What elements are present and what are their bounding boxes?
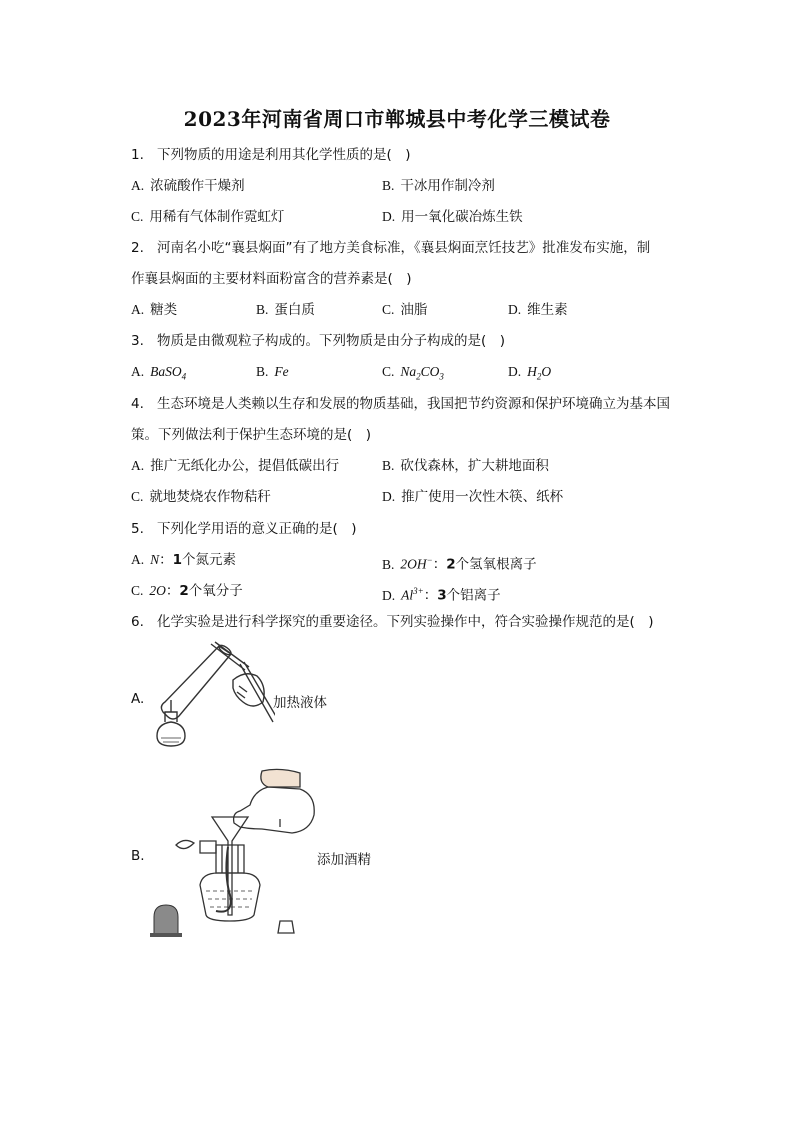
q3-option-b: B. Fe xyxy=(256,364,289,379)
question-6-stem: 6. 化学实验是进行科学探究的重要途径。下列实验操作中，符合实验操作规范的是( ) xyxy=(131,614,654,630)
question-4-stem-line2: 策。下列做法利于保护生态环境的是( ) xyxy=(131,427,372,443)
q2-option-a: A. 糖类 xyxy=(131,302,178,318)
page-title: 2023年河南省周口市郸城县中考化学三模试卷 xyxy=(183,107,611,131)
q4-option-c: C. 就地焚烧农作物秸秆 xyxy=(131,489,271,505)
heating-liquid-illustration xyxy=(145,640,275,750)
question-2-stem-line1: 2. 河南名小吃“襄县焖面”有了地方美食标准，《襄县焖面烹饪技艺》批准发布实施，制 xyxy=(131,240,651,256)
question-1-stem: 1. 下列物质的用途是利用其化学性质的是( ) xyxy=(131,147,411,163)
q2-option-b: B. 蛋白质 xyxy=(256,302,315,318)
q1-option-d: D. 用一氧化碳冶炼生铁 xyxy=(382,209,523,225)
question-4-stem-line1: 4. 生态环境是人类赖以生存和发展的物质基础，我国把节约资源和保护环境确立为基本国 xyxy=(131,396,670,412)
q5-option-b: B. 2OH−：2个氢氧根离子 xyxy=(382,555,537,573)
q1-option-c: C. 用稀有气体制作霓虹灯 xyxy=(131,209,285,225)
q3-option-c: C. $Na_2CO_3$ xyxy=(382,364,444,382)
q3-option-d: D. $H_2O$ xyxy=(508,364,552,382)
q4-option-d: D. 推广使用一次性木筷、纸杯 xyxy=(382,489,564,505)
q2-option-d: D. 维生素 xyxy=(508,302,568,318)
q6-option-b-label: B. xyxy=(131,848,145,864)
q3-option-a: A. BaSO$_4$ xyxy=(131,364,187,382)
adding-alcohol-illustration xyxy=(150,765,325,940)
question-2-stem-line2: 作襄县焖面的主要材料面粉富含的营养素是( ) xyxy=(131,271,412,287)
q4-option-b: B. 砍伐森林，扩大耕地面积 xyxy=(382,458,549,474)
q1-option-a: A. 浓硫酸作干燥剂 xyxy=(131,178,245,194)
question-3-stem: 3. 物质是由微观粒子构成的。下列物质是由分子构成的是( ) xyxy=(131,333,506,349)
q5-option-c: C. 2O：2个氧分子 xyxy=(131,583,243,599)
q1-option-b: B. 干冰用作制冷剂 xyxy=(382,178,495,194)
q4-option-a: A. 推广无纸化办公，提倡低碳出行 xyxy=(131,458,340,474)
q5-option-a: A. N：1个氮元素 xyxy=(131,552,237,568)
q6-option-a-label: A. xyxy=(131,691,145,707)
q2-option-c: C. 油脂 xyxy=(382,302,428,318)
question-5-stem: 5. 下列化学用语的意义正确的是( ) xyxy=(131,521,357,537)
q6-option-b-caption: 添加酒精 xyxy=(317,852,371,868)
q5-option-d: D. $Al^{3+}$：3个铝离子 xyxy=(382,586,501,604)
q6-option-a-caption: 加热液体 xyxy=(273,695,327,711)
